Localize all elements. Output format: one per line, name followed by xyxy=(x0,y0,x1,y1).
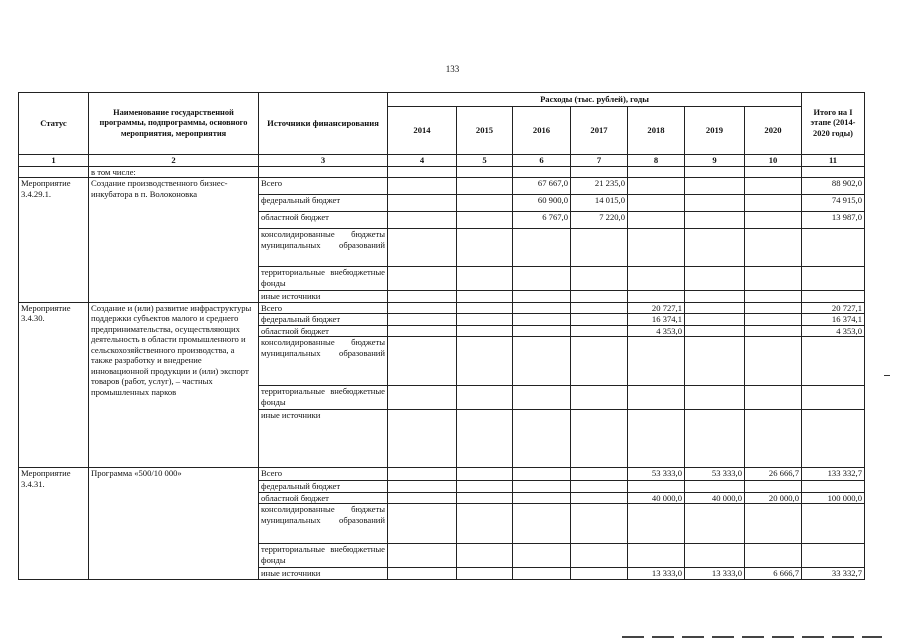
value-cell xyxy=(513,544,571,568)
value-cell xyxy=(513,568,571,580)
value-cell: 20 727,1 xyxy=(628,302,685,314)
value-cell xyxy=(628,544,685,568)
value-cell: 13 333,0 xyxy=(628,568,685,580)
value-cell xyxy=(571,410,628,468)
source-cell: иные источники xyxy=(259,568,388,580)
value-cell xyxy=(571,267,628,291)
value-cell: 4 353,0 xyxy=(628,325,685,337)
value-cell xyxy=(685,544,745,568)
value-cell xyxy=(685,229,745,267)
budget-table xyxy=(18,92,865,580)
value-cell xyxy=(571,314,628,326)
value-cell xyxy=(457,544,513,568)
header-year: 2020 xyxy=(745,107,802,155)
total-cell: 4 353,0 xyxy=(802,325,865,337)
value-cell xyxy=(513,291,571,303)
value-cell xyxy=(628,195,685,212)
value-cell xyxy=(628,386,685,410)
total-cell xyxy=(802,386,865,410)
value-cell xyxy=(685,291,745,303)
value-cell xyxy=(388,386,457,410)
value-cell xyxy=(571,302,628,314)
name-cell: Программа «500/10 000» xyxy=(89,468,259,580)
value-cell xyxy=(513,267,571,291)
value-cell xyxy=(457,410,513,468)
value-cell xyxy=(685,302,745,314)
value-cell xyxy=(457,504,513,544)
total-cell xyxy=(802,229,865,267)
value-cell xyxy=(745,291,802,303)
value-cell: 40 000,0 xyxy=(685,492,745,504)
value-cell xyxy=(628,481,685,493)
value-cell xyxy=(388,314,457,326)
including-empty-cell xyxy=(457,166,513,178)
value-cell: 7 220,0 xyxy=(571,212,628,229)
name-cell: Создание и (или) развитие инфраструктуры поддержки субъектов малого и среднего предпринимательства, осуществляющих деятельность в области промышленного и сельскохозяйственного производства, а также разработку и внедрение инновационной продукции и (или) экспорт товаров (работ, услуг), – частных промышленных парков xyxy=(89,302,259,468)
value-cell xyxy=(745,504,802,544)
header-name: Наименование государственной программы, подпрограммы, основного мероприятия, мероприятия xyxy=(89,93,259,155)
value-cell xyxy=(745,481,802,493)
value-cell xyxy=(628,229,685,267)
value-cell: 40 000,0 xyxy=(628,492,685,504)
value-cell xyxy=(628,291,685,303)
value-cell xyxy=(388,504,457,544)
source-cell: областной бюджет xyxy=(259,325,388,337)
page-number: 133 xyxy=(445,64,460,74)
value-cell xyxy=(745,178,802,195)
value-cell xyxy=(685,195,745,212)
source-cell: областной бюджет xyxy=(259,492,388,504)
value-cell: 53 333,0 xyxy=(685,468,745,481)
value-cell xyxy=(571,468,628,481)
status-cell: Мероприятие 3.4.31. xyxy=(19,468,89,580)
value-cell xyxy=(571,291,628,303)
value-cell xyxy=(388,337,457,386)
value-cell xyxy=(685,212,745,229)
value-cell xyxy=(571,568,628,580)
value-cell xyxy=(685,314,745,326)
total-cell: 74 915,0 xyxy=(802,195,865,212)
value-cell xyxy=(388,410,457,468)
value-cell xyxy=(457,468,513,481)
status-cell: Мероприятие 3.4.30. xyxy=(19,302,89,468)
value-cell xyxy=(513,314,571,326)
value-cell: 6 767,0 xyxy=(513,212,571,229)
value-cell xyxy=(513,337,571,386)
value-cell xyxy=(457,337,513,386)
value-cell xyxy=(388,468,457,481)
value-cell xyxy=(388,229,457,267)
value-cell: 14 015,0 xyxy=(571,195,628,212)
value-cell xyxy=(685,386,745,410)
column-number: 6 xyxy=(513,155,571,167)
table-row xyxy=(19,302,865,314)
value-cell xyxy=(745,386,802,410)
source-cell: областной бюджет xyxy=(259,212,388,229)
value-cell xyxy=(685,410,745,468)
total-cell: 13 987,0 xyxy=(802,212,865,229)
value-cell xyxy=(745,195,802,212)
value-cell xyxy=(388,492,457,504)
header-status: Статус xyxy=(19,93,89,155)
value-cell: 26 666,7 xyxy=(745,468,802,481)
name-cell: Создание производственного бизнес-инкубатора в п. Волоконовка xyxy=(89,178,259,303)
value-cell xyxy=(745,544,802,568)
value-cell xyxy=(571,544,628,568)
total-cell: 20 727,1 xyxy=(802,302,865,314)
value-cell xyxy=(571,492,628,504)
value-cell xyxy=(685,481,745,493)
value-cell xyxy=(457,314,513,326)
value-cell xyxy=(571,337,628,386)
total-cell xyxy=(802,544,865,568)
table-row xyxy=(19,178,865,195)
column-number: 2 xyxy=(89,155,259,167)
value-cell xyxy=(685,178,745,195)
including-empty-cell xyxy=(802,166,865,178)
total-cell xyxy=(802,481,865,493)
value-cell: 20 000,0 xyxy=(745,492,802,504)
value-cell xyxy=(685,267,745,291)
value-cell xyxy=(513,481,571,493)
source-cell: территориальные внебюджетные фонды xyxy=(259,386,388,410)
value-cell xyxy=(457,568,513,580)
source-cell: консолидированные бюджеты муниципальных образований xyxy=(259,229,388,267)
status-cell: Мероприятие 3.4.29.1. xyxy=(19,178,89,303)
header-total: Итого на I этапе (2014-2020 годы) xyxy=(802,93,865,155)
column-number: 1 xyxy=(19,155,89,167)
source-cell: Всего xyxy=(259,302,388,314)
value-cell xyxy=(457,481,513,493)
value-cell xyxy=(745,267,802,291)
value-cell xyxy=(685,325,745,337)
value-cell: 21 235,0 xyxy=(571,178,628,195)
header-year: 2019 xyxy=(685,107,745,155)
value-cell: 67 667,0 xyxy=(513,178,571,195)
value-cell: 13 333,0 xyxy=(685,568,745,580)
including-label: в том числе: xyxy=(89,166,259,178)
value-cell xyxy=(628,267,685,291)
value-cell xyxy=(388,178,457,195)
value-cell xyxy=(745,410,802,468)
including-empty-cell xyxy=(628,166,685,178)
column-number: 11 xyxy=(802,155,865,167)
value-cell: 6 666,7 xyxy=(745,568,802,580)
including-empty-cell xyxy=(571,166,628,178)
value-cell xyxy=(457,302,513,314)
value-cell xyxy=(745,314,802,326)
source-cell: Всего xyxy=(259,468,388,481)
value-cell: 16 374,1 xyxy=(628,314,685,326)
source-cell: территориальные внебюджетные фонды xyxy=(259,267,388,291)
header-year: 2014 xyxy=(388,107,457,155)
value-cell xyxy=(628,212,685,229)
edge-mark xyxy=(884,375,890,376)
header-expenses: Расходы (тыс. рублей), годы xyxy=(388,93,802,107)
value-cell xyxy=(457,267,513,291)
total-cell: 133 332,7 xyxy=(802,468,865,481)
value-cell xyxy=(745,229,802,267)
including-empty-cell xyxy=(513,166,571,178)
value-cell xyxy=(745,302,802,314)
source-cell: консолидированные бюджеты муниципальных образований xyxy=(259,337,388,386)
source-cell: федеральный бюджет xyxy=(259,481,388,493)
value-cell xyxy=(571,229,628,267)
header-year: 2015 xyxy=(457,107,513,155)
including-empty-cell xyxy=(259,166,388,178)
total-cell xyxy=(802,410,865,468)
value-cell xyxy=(457,386,513,410)
column-number: 4 xyxy=(388,155,457,167)
including-empty-cell xyxy=(388,166,457,178)
value-cell xyxy=(457,195,513,212)
header-year: 2018 xyxy=(628,107,685,155)
column-number: 3 xyxy=(259,155,388,167)
value-cell xyxy=(457,291,513,303)
value-cell xyxy=(685,504,745,544)
total-cell: 100 000,0 xyxy=(802,492,865,504)
value-cell xyxy=(388,267,457,291)
value-cell xyxy=(388,195,457,212)
value-cell xyxy=(513,386,571,410)
value-cell xyxy=(388,568,457,580)
value-cell xyxy=(388,481,457,493)
value-cell xyxy=(457,325,513,337)
including-empty-cell xyxy=(19,166,89,178)
value-cell xyxy=(513,492,571,504)
value-cell xyxy=(685,337,745,386)
value-cell xyxy=(745,212,802,229)
value-cell xyxy=(745,337,802,386)
value-cell xyxy=(388,212,457,229)
column-number: 10 xyxy=(745,155,802,167)
source-cell: иные источники xyxy=(259,410,388,468)
value-cell xyxy=(513,504,571,544)
column-number: 9 xyxy=(685,155,745,167)
total-cell: 16 374,1 xyxy=(802,314,865,326)
total-cell xyxy=(802,337,865,386)
total-cell: 88 902,0 xyxy=(802,178,865,195)
total-cell xyxy=(802,267,865,291)
value-cell: 60 900,0 xyxy=(513,195,571,212)
value-cell xyxy=(628,410,685,468)
value-cell: 53 333,0 xyxy=(628,468,685,481)
header-sources: Источники финансирования xyxy=(259,93,388,155)
value-cell xyxy=(513,229,571,267)
value-cell xyxy=(745,325,802,337)
value-cell xyxy=(457,492,513,504)
total-cell xyxy=(802,291,865,303)
value-cell xyxy=(571,325,628,337)
source-cell: территориальные внебюджетные фонды xyxy=(259,544,388,568)
column-number: 7 xyxy=(571,155,628,167)
value-cell xyxy=(457,229,513,267)
table-row xyxy=(19,468,865,481)
source-cell: федеральный бюджет xyxy=(259,314,388,326)
value-cell xyxy=(513,410,571,468)
column-number: 5 xyxy=(457,155,513,167)
value-cell xyxy=(571,386,628,410)
header-year: 2017 xyxy=(571,107,628,155)
value-cell xyxy=(388,325,457,337)
value-cell xyxy=(628,178,685,195)
including-empty-cell xyxy=(685,166,745,178)
value-cell xyxy=(388,544,457,568)
source-cell: консолидированные бюджеты муниципальных образований xyxy=(259,504,388,544)
value-cell xyxy=(513,325,571,337)
edge-mark xyxy=(622,636,882,638)
column-number: 8 xyxy=(628,155,685,167)
source-cell: федеральный бюджет xyxy=(259,195,388,212)
value-cell xyxy=(628,337,685,386)
value-cell xyxy=(571,504,628,544)
value-cell xyxy=(457,178,513,195)
header-year: 2016 xyxy=(513,107,571,155)
value-cell xyxy=(513,468,571,481)
value-cell xyxy=(513,302,571,314)
value-cell xyxy=(457,212,513,229)
value-cell xyxy=(388,302,457,314)
source-cell: иные источники xyxy=(259,291,388,303)
value-cell xyxy=(628,504,685,544)
including-empty-cell xyxy=(745,166,802,178)
value-cell xyxy=(388,291,457,303)
total-cell xyxy=(802,504,865,544)
value-cell xyxy=(571,481,628,493)
total-cell: 33 332,7 xyxy=(802,568,865,580)
source-cell: Всего xyxy=(259,178,388,195)
